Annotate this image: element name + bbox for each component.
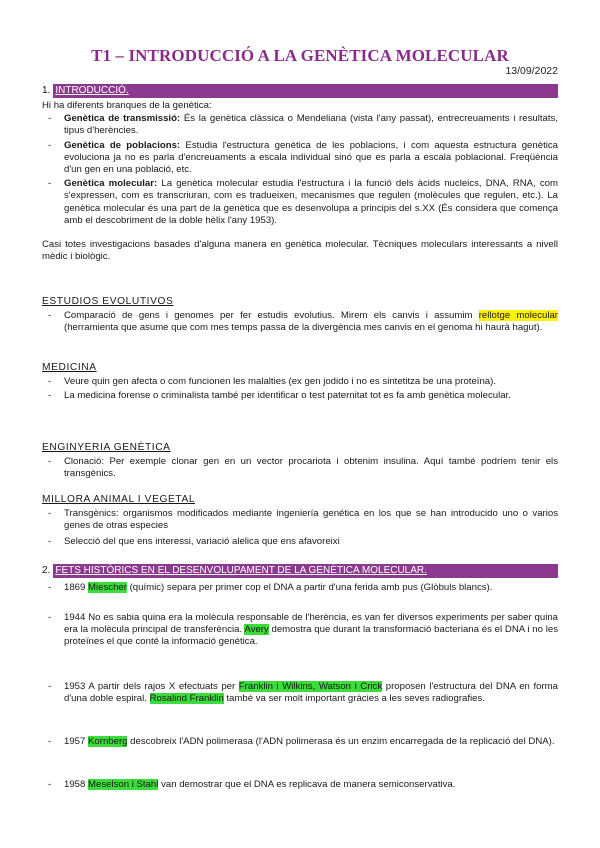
document-date: 13/09/2022 [505, 65, 558, 77]
item-text: Comparació de gens i genomes per fer estudis evolutius. Mirem els canvis i assumim [64, 310, 479, 321]
highlight-text: Meselson i Stahl [88, 779, 159, 790]
section-heading-introduccio [42, 84, 558, 98]
event-text: (químic) separa per primer cop el DNA a partir d'una ferida amb pus (Glòbuls blancs). [126, 582, 493, 593]
list-item [42, 178, 558, 227]
highlight-text: Avery [244, 624, 269, 636]
estudios-list [42, 310, 558, 334]
event-text: també va ser molt important gràcies a les seves radiografies. [223, 693, 485, 705]
highlight-text: Franklin i Wilkins, Watson i Crick [238, 681, 383, 692]
list-item: - La medicina forense o criminalista també per identificar o test paternitat tot es fa amb genètica molecular. [42, 390, 558, 402]
item-text: (herramienta que asume que com mes temps passa de la divergència mes canvis en el genoma hi haurà hagut). [64, 322, 543, 334]
highlight-text: rellotge molecular [478, 310, 558, 321]
millora-list [42, 508, 558, 549]
list-item [42, 310, 558, 334]
enginyeria-list [42, 456, 558, 480]
section-label: FETS HISTÒRICS EN EL DESENVOLUPAMENT DE LA GENÈTICA MOLECULAR. [55, 565, 427, 576]
events-list [42, 779, 558, 791]
event-1958 [42, 779, 558, 793]
events-list [42, 736, 558, 748]
event-text: 1958 [64, 779, 89, 790]
subheading-enginyeria: ENGINYERIA GENÈTICA [42, 442, 171, 453]
branch-term: Genètica molecular: [64, 178, 158, 190]
subheading-medicina: MEDICINA [42, 362, 97, 373]
events-list [42, 612, 558, 649]
event-text: descobreix l'ADN polimerasa (l'ADN polimerasa és un enzim encarregada de la replicació del DNA). [127, 736, 555, 747]
section-number: 2. [42, 564, 53, 578]
subheading-estudios: ESTUDIOS EVOLUTIVOS [42, 296, 174, 307]
event-text: proposen l'estructura del DNA en forma d'una doble espiral. [64, 681, 558, 705]
medicina-list [42, 376, 558, 402]
section-label: INTRODUCCIÓ. [55, 85, 129, 96]
list-item: - Veure quin gen afecta o com funcionen les malalties (ex gen jodido i no es sintetitza be una proteïna). [42, 376, 558, 388]
branch-term: Genètica de transmissió: [64, 113, 181, 125]
highlight-text: Miescher [88, 582, 127, 593]
list-item: - Transgènics: organismos modificados mediante ingeniería genética en los que se han introducido uno o varios genes de otras especies [42, 508, 558, 532]
event-text: van demostrar que el DNA es replicava de manera semiconservativa. [158, 779, 456, 790]
events-list [42, 681, 558, 705]
event-1944 [42, 612, 558, 651]
event-text: 1944 No es sabia quina era la molècula responsable de l'herència, es van fer diversos experiments per saber quina era la molècula principal de transferència. [64, 612, 558, 636]
event-text: 1953 A partir dels rajos X efectuats per [64, 681, 239, 692]
highlight-text: Kornberg [88, 736, 128, 747]
branch-text: Estudia l'estructura genètica de les poblacions, i com aquesta estructura genètica evoluciona ja no es parla d'encreuaments a escala individual sinó que es parla a escala poblacional. Freqüència d'un gen en una població, etc. [64, 139, 558, 176]
list-item [42, 681, 558, 705]
list-item [42, 140, 558, 177]
list-item [42, 612, 558, 649]
list-item [42, 779, 558, 791]
branch-term: Genètica de poblacions: [64, 139, 181, 151]
list-item [42, 113, 558, 137]
estudios-block [42, 310, 558, 336]
millora-block [42, 508, 558, 551]
section-number: 1. [42, 84, 53, 98]
subheading-millora: MILLORA ANIMAL I VEGETAL [42, 494, 196, 505]
branch-text: La genètica molecular estudia l'estructura i la funció dels àcids nucleics, DNA, RNA, com s'expressen, com es transcriuran, com es tradueixen, mecanismes que regulen (molècules que regulen, etc.). La genètica molecular és una part de la genètica que es desenvolupa a principis del s.XX (És considera que comença amb el descobriment de la doble hèlix l'any 1953). [64, 178, 558, 226]
event-1869 [42, 582, 558, 596]
event-text: 1869 [64, 582, 89, 593]
event-text: 1957 [64, 736, 89, 747]
intro-line: Hi ha diferents branques de la genètica: [42, 100, 212, 111]
events-list [42, 582, 558, 594]
intro-block [42, 100, 558, 263]
event-1957 [42, 736, 558, 750]
list-item [42, 582, 558, 594]
branch-text: És la genètica clàssica o Mendeliana (vista l'any passat), entrecreuaments i resultats, tipus d'herències. [64, 113, 558, 137]
list-item: - Selecció del que ens interessi, variació alelica que ens afavoreixi [42, 536, 558, 548]
event-1953 [42, 681, 558, 707]
document-title: T1 – INTRODUCCIÓ A LA GENÈTICA MOLECULAR [91, 46, 509, 65]
list-item: - Clonació: Per exemple clonar gen en un vector procariota i obtenim insulina. Aquí també podríem tenir els transgènics. [42, 456, 558, 480]
enginyeria-block [42, 456, 558, 482]
intro-paragraph: Casi totes investigacions basades d'alguna manera en genètica molecular. Tècniques moleculars interessants a nivell mèdic i biològic. [42, 239, 558, 263]
event-text: demostra que durant la transformació bacteriana és el DNA i no les proteïnes el que conté la informació genètica. [64, 624, 558, 648]
highlight-text: Rosalind Franklin [149, 693, 224, 705]
section-heading-fets-historics [42, 564, 558, 578]
branches-list [42, 113, 558, 227]
medicina-block [42, 376, 558, 404]
list-item [42, 736, 558, 748]
